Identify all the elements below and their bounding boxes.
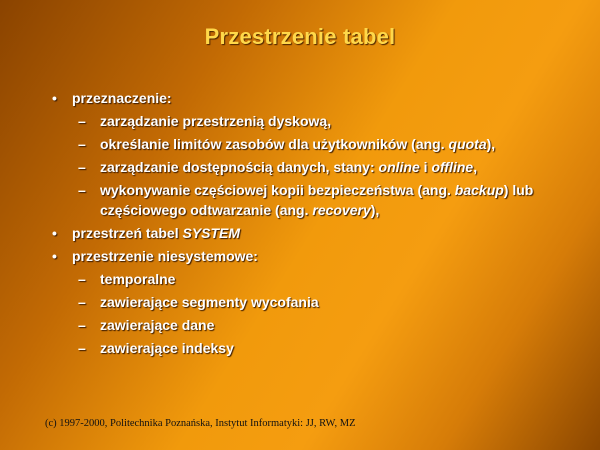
- sub-item-data: – zawierające dane: [78, 317, 215, 333]
- slide-footer: (c) 1997-2000, Politechnika Poznańska, Instytut Informatyki: JJ, RW, MZ: [45, 418, 356, 429]
- dash-icon: –: [78, 136, 86, 152]
- dash-icon: –: [78, 271, 86, 287]
- sub-item-availability: – zarządzanie dostępnością danych, stany: online i offline,: [78, 159, 478, 175]
- dash-icon: –: [78, 182, 86, 198]
- sub-item-backup: – wykonywanie częściowej kopii bezpieczeństwa (ang. backup) lub częściowego odtwarzanie (ang. recovery),: [78, 182, 534, 218]
- sub-item-temporary: – temporalne: [78, 271, 176, 287]
- sub-item-disk-space: – zarządzanie przestrzenią dyskową,: [78, 113, 332, 129]
- sub-item-indexes: – zawierające indeksy: [78, 340, 234, 356]
- dash-icon: –: [78, 294, 86, 310]
- bullet-item-purpose: • przeznaczenie:: [52, 90, 172, 106]
- sub-item-quota: – określanie limitów zasobów dla użytkowników (ang. quota),: [78, 136, 496, 152]
- dash-icon: –: [78, 340, 86, 356]
- dash-icon: –: [78, 113, 86, 129]
- sub-item-rollback: – zawierające segmenty wycofania: [78, 294, 319, 310]
- dash-icon: –: [78, 159, 86, 175]
- slide-content: [50, 88, 570, 361]
- slide-title: Przestrzenie tabel: [204, 24, 396, 49]
- dash-icon: –: [78, 317, 86, 333]
- bullet-icon: •: [52, 225, 57, 241]
- bullet-item-system: • przestrzeń tabel SYSTEM: [52, 225, 241, 241]
- bullet-icon: •: [52, 90, 57, 106]
- bullet-icon: •: [52, 248, 57, 264]
- bullet-item-nonsystem: • przestrzenie niesystemowe:: [52, 248, 258, 264]
